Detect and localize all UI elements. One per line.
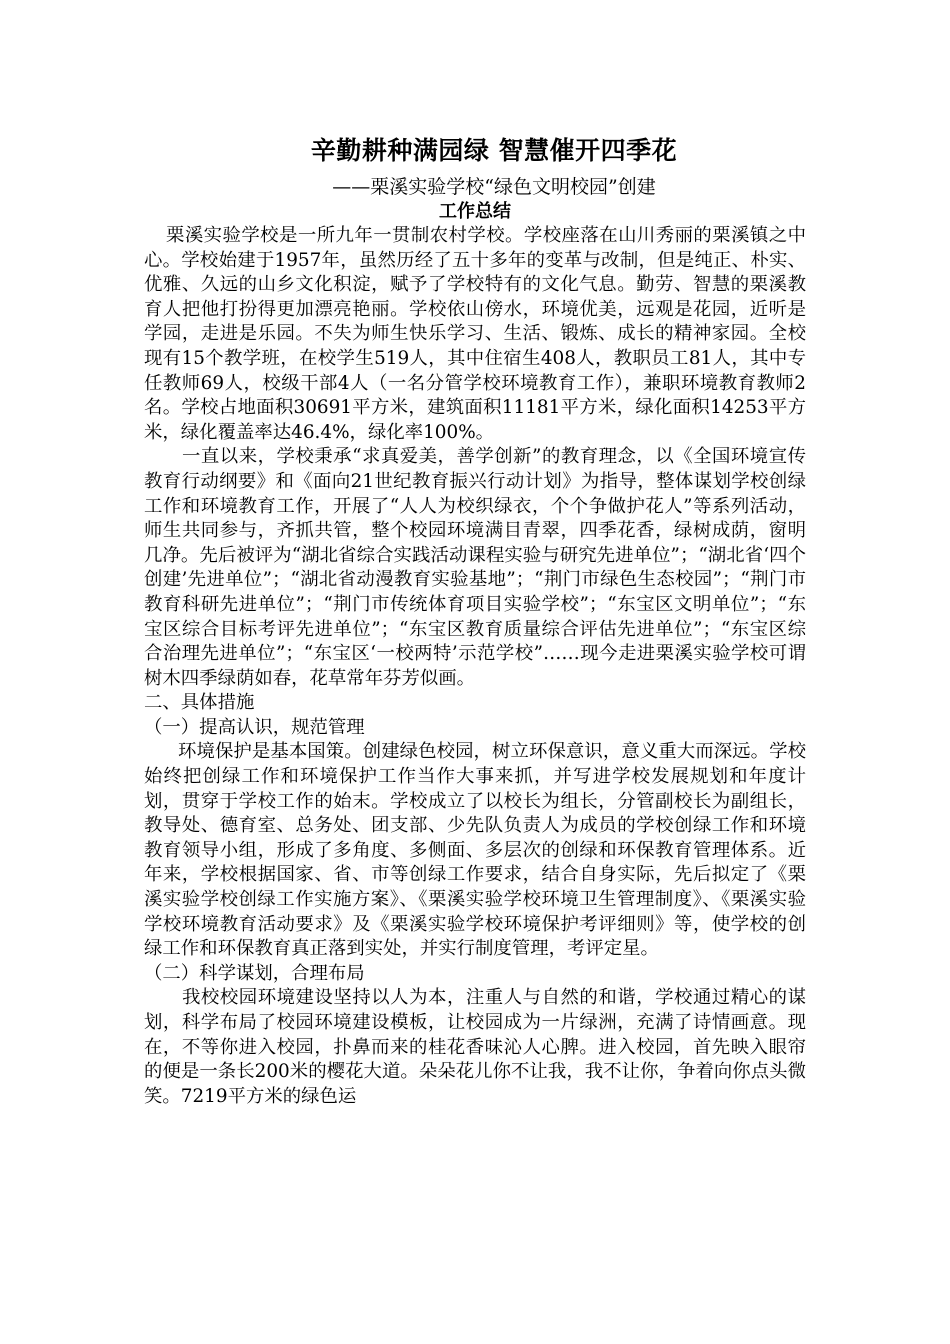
section-heading-measures: 二、具体措施 [144,692,255,714]
paragraph-intro: 栗溪实验学校是一所九年一贯制农村学校。学校座落在山川秀丽的栗溪镇之中心。学校始建于1957年，虽然历经了五十多年的变革与改制，但是纯正、朴实、优雅、久远的山乡文化积淀，赋予了学校特有的文化气息。勤劳、智慧的栗溪教育人把他打扮得更加漂亮艳丽。学校依山傍水，环境优美，远观是花园，近听是学园，走进是乐园。不失为师生快乐学习、生活、锻炼、成长的精神家园。全校现有15个教学班，在校学生519人，其中住宿生408人，教职员工81人，其中专任教师69人，校级干部4人（一名分管学校环境教育工作），兼职环境教育教师2名。学校占地面积30691平方米，建筑面积11181平方米，绿化面积14253平方米，绿化覆盖率达46.4%，绿化率100%。 [144,225,806,443]
subsection-heading-management: （一）提高认识，规范管理 [144,716,365,738]
paragraph-honors: 一直以来，学校秉承“求真爱美，善学创新”的教育理念，以《全国环境宣传教育行动纲要》和《面向21世纪教育振兴行动计划》为指导，整体谋划学校创绿工作和环境教育工作，开展了“人人为校织绿衣，个个争做护花人”等系列活动，师生共同参与，齐抓共管，整个校园环境满目青翠，四季花香，绿树成荫，窗明几净。先后被评为“湖北省综合实践活动课程实验与研究先进单位”；“湖北省‘四个创建’先进单位”；“湖北省动漫教育实验基地”；“荆门市绿色生态校园”；“荆门市教育科研先进单位”；“荆门市传统体育项目实验学校”；“东宝区文明单位”；“东宝区综合目标考评先进单位”；“东宝区教育质量综合评估先进单位”；“东宝区综合治理先进单位”；“东宝区‘一校两特’示范学校”……现今走进栗溪实验学校可谓树木四季绿荫如春，花草常年芬芳似画。 [144,446,806,689]
subsection-heading-layout: （二）科学谋划，合理布局 [144,962,365,984]
paragraph-management: 环境保护是基本国策。创建绿色校园，树立环保意识，意义重大而深远。学校始终把创绿工作和环境保护工作当作大事来抓，并写进学校发展规划和年度计划，贯穿于学校工作的始末。学校成立了以校长为组长，分管副校长为副组长，教导处、德育室、总务处、团支部、少先队负责人为成员的学校创绿工作和环境教育领导小组，形成了多角度、多侧面、多层次的创绿和环保教育管理体系。近年来，学校根据国家、省、市等创绿工作要求，结合自身实际，先后拟定了《栗溪实验学校创绿工作实施方案》、《栗溪实验学校环境卫生管理制度》、《栗溪实验学校环境教育活动要求》及《栗溪实验学校环境保护考评细则》等，使学校的创绿工作和环保教育真正落到实处，并实行制度管理，考评定星。 [144,741,806,960]
paragraph-layout: 我校校园环境建设坚持以人为本，注重人与自然的和谐，学校通过精心的谋划，科学布局了校园环境建设模板，让校园成为一片绿洲，充满了诗情画意。现在，不等你进入校园，扑鼻而来的桂花香味沁人心脾。进入校园，首先映入眼帘的便是一条长200米的樱花大道。朵朵花儿你不让我，我不让你，争着向你点头微笑。7219平方米的绿色运 [144,987,806,1107]
document-subtitle: ——栗溪实验学校“绿色文明校园”创建 [332,176,656,198]
document-title: 辛勤耕种满园绿 智慧催开四季花 [310,136,678,165]
document-page [144,130,806,1109]
document-subtitle-summary: 工作总结 [439,201,511,222]
